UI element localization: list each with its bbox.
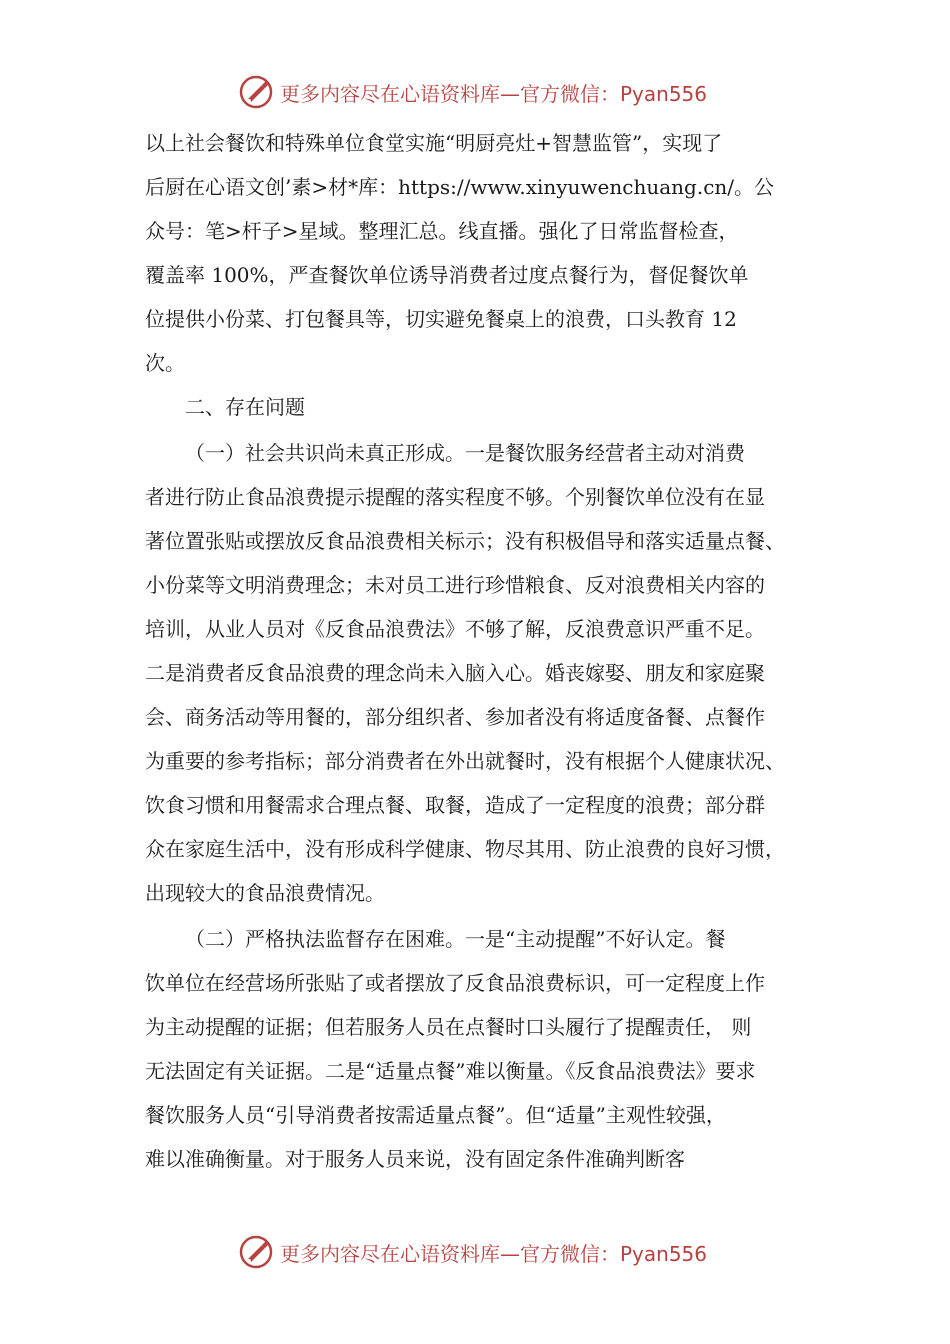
body-line: 位提供小份菜、打包餐具等，切实避免餐桌上的浪费，口头教育 12 [145, 307, 737, 331]
header-banner [0, 72, 950, 112]
body-line: 为主动提醒的证据；但若服务人员在点餐时口头履行了提醒责任， 则 [145, 1015, 752, 1039]
body-line: 以上社会餐饮和特殊单位食堂实施“明厨亮灶+智慧监管”，实现了 [145, 131, 723, 155]
body-line: 出现较大的食品浪费情况。 [145, 881, 385, 905]
body-line: 培训，从业人员对《反食品浪费法》不够了解，反浪费意识严重不足。 [145, 617, 765, 641]
body-line: 众号：笔>杆子>星域。整理汇总。线直播。强化了日常监督检查， [145, 219, 739, 243]
body-line: （二）严格执法监督存在困难。一是“主动提醒”不好认定。餐 [185, 927, 726, 951]
body-line: 者进行防止食品浪费提示提醒的落实程度不够。个别餐饮单位没有在显 [145, 485, 765, 509]
body-line: 难以准确衡量。对于服务人员来说，没有固定条件准确判断客 [145, 1147, 685, 1171]
body-line: 为重要的参考指标；部分消费者在外出就餐时，没有根据个人健康状况、 [145, 749, 785, 773]
section-heading: 二、存在问题 [185, 395, 305, 419]
footer-banner-text: 更多内容尽在心语资料库—官方微信：Pyan556 [280, 1242, 708, 1266]
footer-banner [0, 1232, 950, 1272]
body-line: 著位置张贴或摆放反食品浪费相关标示；没有积极倡导和落实适量点餐、 [145, 529, 785, 553]
body-line: 后厨在心语文创’素>材*库：https://www.xinyuwenchuang.cn/。公 [145, 175, 775, 199]
body-line: 无法固定有关证据。二是“适量点餐”难以衡量。《反食品浪费法》要求 [145, 1059, 756, 1083]
body-line: 餐饮服务人员“引导消费者按需适量点餐”。但“适量”主观性较强， [145, 1103, 726, 1127]
body-line: 二是消费者反食品浪费的理念尚未入脑入心。婚丧嫁娶、朋友和家庭聚 [145, 661, 765, 685]
body-line: （一）社会共识尚未真正形成。一是餐饮服务经营者主动对消费 [185, 441, 745, 465]
fountain-pen-logo-icon [238, 1234, 274, 1270]
body-line: 饮食习惯和用餐需求合理点餐、取餐，造成了一定程度的浪费；部分群 [145, 793, 765, 817]
fountain-pen-logo-icon [238, 74, 274, 110]
body-line: 会、商务活动等用餐的，部分组织者、参加者没有将适度备餐、点餐作 [145, 705, 765, 729]
body-line: 饮单位在经营场所张贴了或者摆放了反食品浪费标识，可一定程度上作 [145, 971, 765, 995]
body-line: 覆盖率 100%，严查餐饮单位诱导消费者过度点餐行为，督促餐饮单 [145, 263, 749, 287]
header-banner-text: 更多内容尽在心语资料库—官方微信：Pyan556 [280, 82, 708, 106]
body-line: 次。 [145, 351, 185, 375]
body-line: 众在家庭生活中，没有形成科学健康、物尽其用、防止浪费的良好习惯， [145, 837, 785, 861]
body-line: 小份菜等文明消费理念；未对员工进行珍惜粮食、反对浪费相关内容的 [145, 573, 765, 597]
